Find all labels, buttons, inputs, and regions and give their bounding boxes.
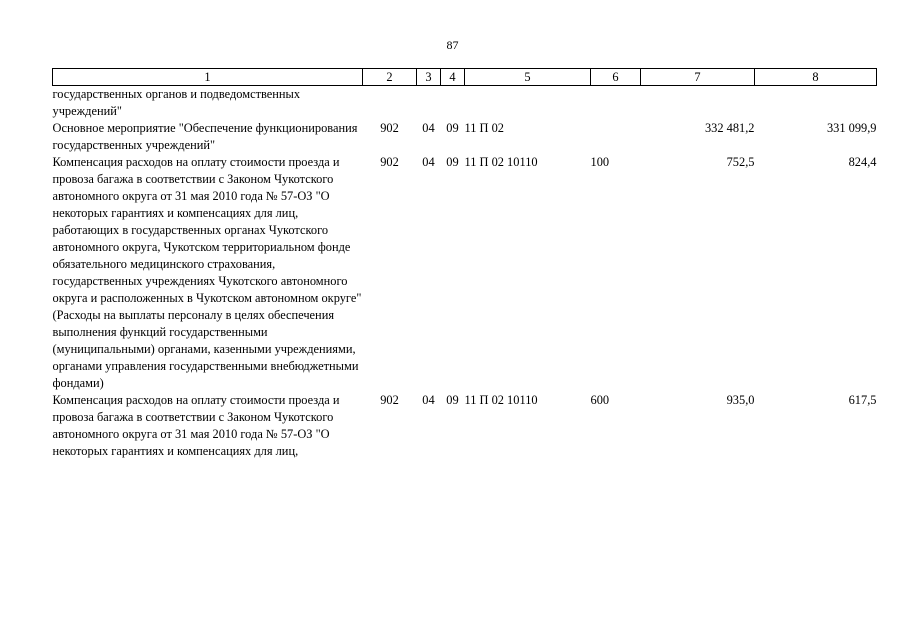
header-col-3: 3 xyxy=(417,69,441,86)
row-target xyxy=(465,86,591,121)
header-col-7: 7 xyxy=(641,69,755,86)
row-amount-2: 824,4 xyxy=(848,155,877,169)
page-number: 87 xyxy=(446,38,459,52)
row-code: 902 xyxy=(380,121,399,135)
table-row xyxy=(53,120,877,154)
header-col-5: 5 xyxy=(465,69,591,86)
row-section: 04 xyxy=(422,155,435,169)
row-name: Компенсация расходов на оплату стоимости проезда и провоза багажа в соответствии с Законом Чукотского автономного округа от 31 мая 2010 года № 57-ОЗ "О некоторых гарантиях и компенсациях для лиц, работающих в государственных органах Чукотского автономного округа, Чукотском территориальном фонде обязательного медицинского страхования, государственных учреждениях Чукотского автономного округа и расположенных в Чукотском автономном округе" (Расходы на выплаты персоналу в целях обеспечения выполнения функций государственными (муниципальными) органами, казенными учреждениями, органами управления государственными внебюджетными фондами) xyxy=(52,155,362,390)
row-expense-type xyxy=(591,86,641,121)
header-col-2: 2 xyxy=(363,69,417,86)
row-code xyxy=(363,86,417,121)
row-code: 902 xyxy=(380,393,399,407)
budget-table xyxy=(52,68,877,460)
row-amount-2: 617,5 xyxy=(848,393,877,407)
row-section: 04 xyxy=(422,121,435,135)
row-name: государственных органов и подведомственных учреждений" xyxy=(52,87,301,118)
row-code: 902 xyxy=(380,155,399,169)
table-row xyxy=(53,154,877,392)
row-section xyxy=(417,86,441,121)
row-target: 11 П 02 10110 xyxy=(464,393,538,407)
header-row xyxy=(53,69,877,86)
row-subsection: 09 xyxy=(446,155,459,169)
table-row xyxy=(53,392,877,460)
row-amount-2: 331 099,9 xyxy=(826,121,877,135)
row-name: Компенсация расходов на оплату стоимости проезда и провоза багажа в соответствии с Законом Чукотского автономного округа от 31 мая 2010 года № 57-ОЗ "О некоторых гарантиях и компенсациях для лиц, xyxy=(52,393,340,458)
row-amount-1: 935,0 xyxy=(726,393,755,407)
row-target: 11 П 02 xyxy=(464,121,504,135)
row-name: Основное мероприятие "Обеспечение функционирования государственных учреждений" xyxy=(52,121,358,152)
row-section: 04 xyxy=(422,393,435,407)
row-target: 11 П 02 10110 xyxy=(464,155,538,169)
table-row xyxy=(53,86,877,121)
row-amount-1: 332 481,2 xyxy=(704,121,755,135)
row-amount-2 xyxy=(755,86,877,121)
row-expense-type: 600 xyxy=(590,393,610,407)
row-amount-1 xyxy=(641,86,755,121)
header-col-4: 4 xyxy=(441,69,465,86)
header-col-1: 1 xyxy=(53,69,363,86)
row-subsection xyxy=(441,86,465,121)
row-expense-type xyxy=(591,120,641,154)
row-subsection: 09 xyxy=(446,121,459,135)
row-amount-1: 752,5 xyxy=(726,155,755,169)
header-col-8: 8 xyxy=(755,69,877,86)
header-col-6: 6 xyxy=(591,69,641,86)
row-expense-type: 100 xyxy=(590,155,610,169)
row-subsection: 09 xyxy=(446,393,459,407)
